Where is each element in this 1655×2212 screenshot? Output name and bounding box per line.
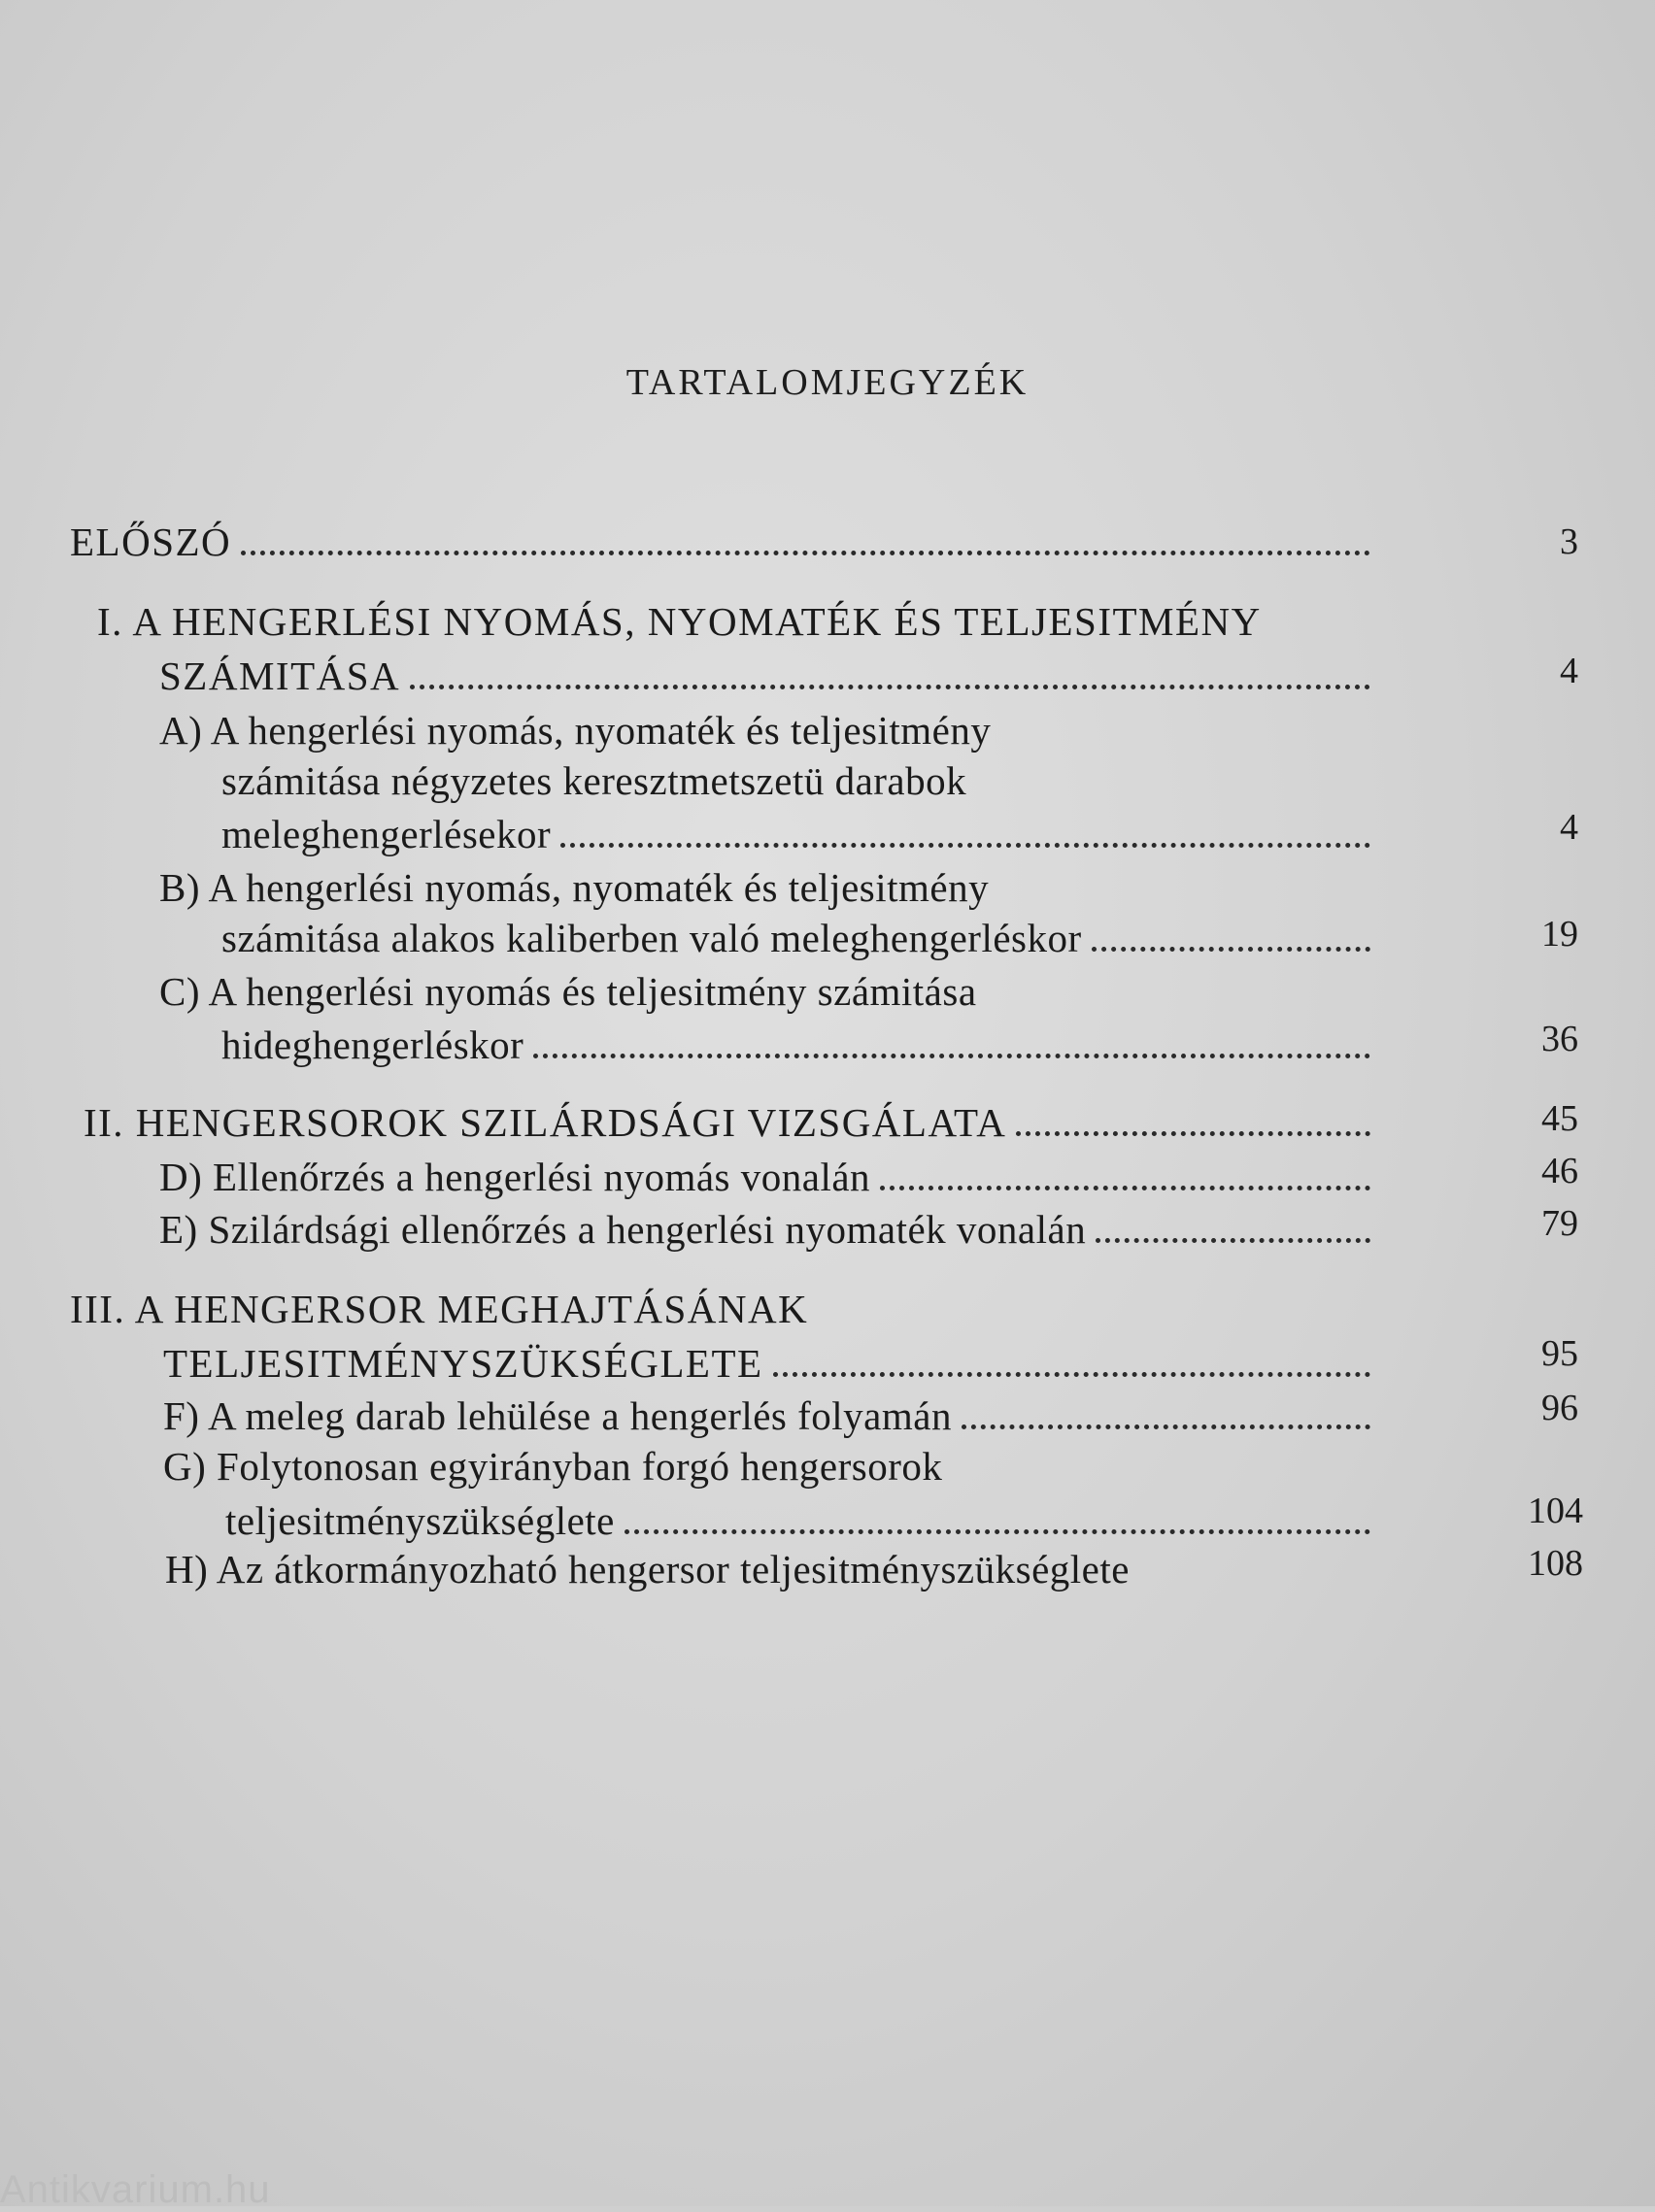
toc-entry-label: számitása alakos kaliberben való meleghengerléskor <box>221 916 1082 960</box>
toc-entry-label: II. HENGERSOROK SZILÁRDSÁGI VIZSGÁLATA <box>84 1100 1007 1145</box>
toc-page-number: 45 <box>1541 1098 1578 1139</box>
toc-entry-label: D) Ellenőrzés a hengerlési nyomás vonalán <box>159 1155 871 1199</box>
toc-entry-label: B) A hengerlési nyomás, nyomaték és teljesitmény <box>159 865 990 910</box>
toc-section-b <box>159 862 1422 913</box>
toc-section-h <box>165 1544 1428 1594</box>
toc-entry-label: hideghengerléskor <box>221 1022 524 1067</box>
toc-page-number: 79 <box>1541 1203 1578 1244</box>
toc-page-number: 46 <box>1541 1151 1578 1191</box>
toc-entry-label: I. A HENGERLÉSI NYOMÁS, NYOMATÉK ÉS TELJESITMÉNY <box>97 599 1262 644</box>
toc-entry-label: ELŐSZÓ <box>70 519 232 564</box>
toc-section-f <box>163 1391 1376 1441</box>
dot-leader <box>1016 1131 1370 1136</box>
toc-entry-label: G) Folytonosan egyirányban forgó hengersorok <box>163 1444 943 1489</box>
toc-section-a-cont2 <box>221 809 1376 859</box>
dot-leader <box>962 1424 1370 1429</box>
toc-entry-label: E) Szilárdsági ellenőrzés a hengerlési nyomaték vonalán <box>159 1207 1087 1252</box>
toc-section-a <box>159 705 1422 755</box>
toc-entry-eloszo <box>70 517 1376 567</box>
toc-page-number: 19 <box>1541 914 1578 955</box>
dot-leader <box>410 685 1370 689</box>
toc-page-number: 36 <box>1541 1019 1578 1059</box>
toc-entry-label: A) A hengerlési nyomás, nyomaték és teljesitmény <box>159 708 992 753</box>
dot-leader <box>560 843 1370 848</box>
toc-chapter-3-title-cont <box>163 1338 1376 1389</box>
toc-section-g-cont <box>225 1495 1376 1546</box>
toc-entry-label: SZÁMITÁSA <box>159 654 401 698</box>
dot-leader <box>880 1186 1370 1190</box>
toc-section-a-cont <box>221 755 1435 806</box>
toc-chapter-2-title <box>84 1097 1376 1148</box>
toc-section-c <box>159 966 1422 1017</box>
toc-page-number: 104 <box>1528 1491 1583 1531</box>
dot-leader <box>773 1372 1370 1377</box>
toc-section-e <box>159 1204 1376 1255</box>
toc-entry-label: III. A HENGERSOR MEGHAJTÁSÁNAK <box>70 1287 809 1331</box>
toc-chapter-3-title <box>70 1284 1410 1334</box>
toc-title: TARTALOMJEGYZÉK <box>625 362 1030 403</box>
toc-entry-label: teljesitményszükséglete <box>225 1498 615 1543</box>
watermark: Antikvarium.hu <box>0 2168 271 2211</box>
toc-entry-label: meleghengerlésekor <box>221 812 552 856</box>
dot-leader <box>241 551 1370 555</box>
toc-entry-label: C) A hengerlési nyomás és teljesitmény számitása <box>159 969 977 1014</box>
toc-entry-label: F) A meleg darab lehülése a hengerlés folyamán <box>163 1393 952 1438</box>
toc-page-number: 96 <box>1541 1388 1578 1428</box>
toc-section-g <box>163 1441 1426 1491</box>
toc-page-number: 4 <box>1560 807 1578 848</box>
toc-entry-label: számitása négyzetes keresztmetszetü darabok <box>221 758 967 803</box>
dot-leader <box>1092 947 1370 952</box>
toc-section-d <box>159 1152 1376 1202</box>
dot-leader <box>1096 1238 1370 1243</box>
dot-leader <box>533 1054 1370 1058</box>
toc-chapter-1-title <box>97 596 1457 647</box>
toc-entry-label: TELJESITMÉNYSZÜKSÉGLETE <box>163 1341 763 1386</box>
toc-page-number: 3 <box>1560 521 1578 562</box>
dot-leader <box>625 1529 1370 1534</box>
toc-section-c-cont <box>221 1020 1376 1070</box>
toc-page-number: 108 <box>1528 1543 1583 1584</box>
toc-section-b-cont <box>221 913 1376 963</box>
toc-chapter-1-title-cont <box>159 651 1376 701</box>
toc-entry-label: H) Az átkormányozható hengersor teljesitményszükséglete <box>165 1547 1130 1592</box>
toc-page-number: 95 <box>1541 1333 1578 1374</box>
toc-page-number: 4 <box>1560 651 1578 691</box>
